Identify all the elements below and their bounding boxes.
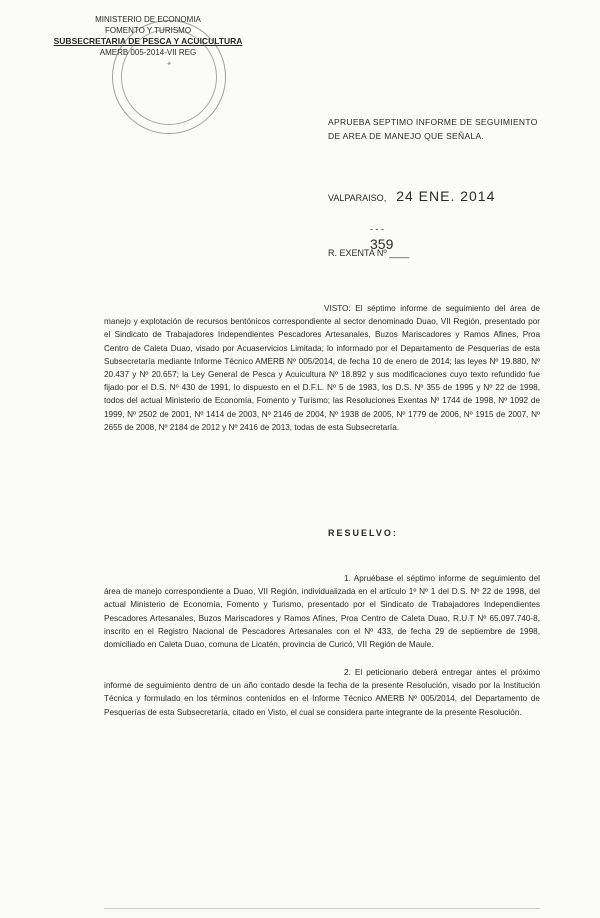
resolution-dashes: - - - xyxy=(370,224,384,234)
footer-divider xyxy=(104,908,540,909)
resolution-item-2: 2. El peticionario deberá entregar antes el próximo informe de seguimiento dentro de un año contado desde la fecha de la presente Resolución, visado por la Institución Técnica y formulado en los términos contenidos en el Informe Técnico AMERB Nº 005/2014, del Departamento de Pesquerías de esta Subsecretaría, citado en Visto, el cual se considera parte integrante de la presente Resolución. xyxy=(104,668,540,717)
ministry-subline: FOMENTO Y TURISMO xyxy=(104,26,192,35)
resuelvo-heading: RESUELVO: xyxy=(328,528,398,538)
subsecretaria-line: SUBSECRETARIA DE PESCA Y ACUICULTURA xyxy=(53,36,243,46)
date-stamp: 24 ENE. 2014 xyxy=(396,188,496,204)
resolution-number: R. EXENTA Nº ____ - - - 359 xyxy=(328,224,410,258)
resolution-label: R. EXENTA Nº xyxy=(328,248,387,258)
ministry-line: MINISTERIO DE ECONOMIA xyxy=(95,15,201,24)
subject-line: APRUEBA SEPTIMO INFORME DE SEGUIMIENTO DE AREA DE MANEJO QUE SEÑALA. xyxy=(328,117,538,141)
visto-paragraph: VISTO: El séptimo informe de seguimiento del área de manejo y explotación de recursos bentónicos correspondiente al sector denominado Duao, VII Región, presentado por el Sindicato de Trabajadores Independientes Pescadores Artesanales, Buzos Mariscadores y Ramos Afines, Proa Centro de Caleta Duao, visado por Acuaservicios Limitada; lo informado por el Departamento de Pesquerías de esta Subsecretaría mediante Informe Técnico AMERB Nº 005/2014, de fecha 10 de enero de 2014; las leyes Nº 19.880, Nº 20.437 y Nº 20.657; la Ley General de Pesca y Acuicultura Nº 18.892 y sus modificaciones cuyo texto refundido fue fijado por el D.S. Nº 430 de 1991, lo dispuesto en el D.F.L. Nº 5 de 1983, los D.S. Nº 355 de 1995 y Nº 22 de 1998, todos del actual Ministerio de Economía, Fomento y Turismo; las Resoluciones Exentas Nº 1744 de 1998, Nº 1092 de 1999, Nº 2502 de 2001, Nº 1414 de 2003, Nº 2146 de 2004, Nº 1938 de 2005, Nº 1779 de 2006, Nº 1915 de 2007, Nº 2655 de 2008, Nº 2184 de 2012 y Nº 2416 de 2013, todas de esta Subsecretaría. xyxy=(104,304,540,432)
place: VALPARAISO, xyxy=(328,193,387,203)
resolution-item-1: 1. Apruébase el séptimo informe de seguimiento del área de manejo correspondiente a Duao, VII Región, individualizada en el artículo 1º Nº 1 del D.S. Nº 22 de 1998, del actual Ministerio de Economía, Fomento y Turismo, presentado por el Sindicato de Trabajadores Independientes Pescadores Artesanales, Buzos Mariscadores y Ramos Afines, Proa Centro de Caleta Duao, R.U.T Nº 65.097.740-8, inscrito en el Registro Nacional de Pescadores Artesanales con el Nº 433, de fecha 29 de septiembre de 1998, domiciliado en Caleta Duao, comuna de Licatén, provincia de Curicó, VII Región de Maule. xyxy=(104,574,540,650)
official-seal-icon: ✦ xyxy=(112,20,226,134)
place-date xyxy=(328,188,495,204)
file-reference: AMERB 005-2014-VII REG xyxy=(99,48,197,57)
resolution-number-value: 359 xyxy=(370,236,394,252)
